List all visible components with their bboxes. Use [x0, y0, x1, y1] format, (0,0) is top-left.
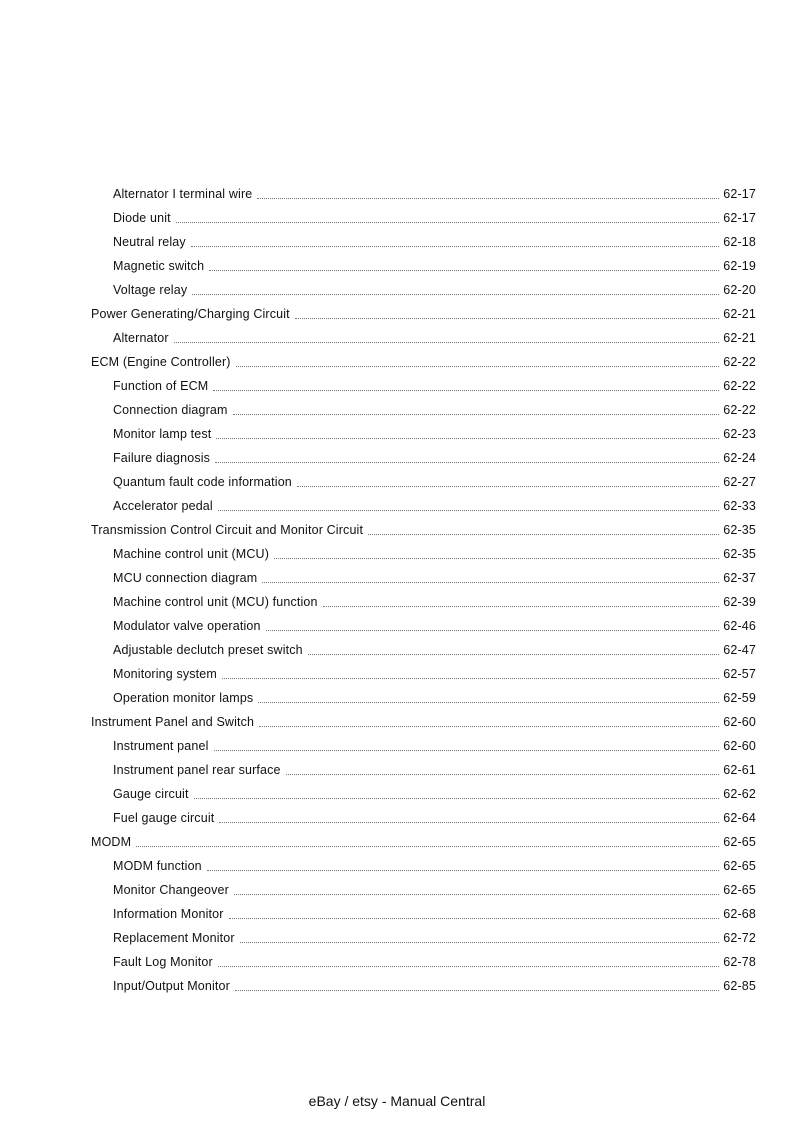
toc-subsection-entry [0, 566, 794, 590]
toc-entry-title: Alternator I terminal wire [113, 187, 253, 201]
toc-dot-leader [209, 269, 719, 271]
toc-entry-title: MODM [91, 835, 132, 849]
toc-entry-page-number: 62-57 [723, 667, 756, 681]
toc-subsection-entry [0, 326, 794, 350]
toc-dot-leader [235, 989, 719, 991]
toc-entry-page-number: 62-17 [723, 187, 756, 201]
toc-entry-title: MCU connection diagram [113, 571, 258, 585]
toc-entry-page-number: 62-68 [723, 907, 756, 921]
toc-entry-page-number: 62-33 [723, 499, 756, 513]
toc-dot-leader [191, 245, 719, 247]
toc-subsection-entry [0, 446, 794, 470]
toc-entry-title: Gauge circuit [113, 787, 189, 801]
toc-dot-leader [368, 533, 719, 535]
toc-subsection-entry [0, 470, 794, 494]
toc-entry-page-number: 62-22 [723, 403, 756, 417]
toc-dot-leader [218, 965, 719, 967]
toc-entry-page-number: 62-59 [723, 691, 756, 705]
toc-subsection-entry [0, 542, 794, 566]
toc-dot-leader [308, 653, 719, 655]
toc-entry-page-number: 62-60 [723, 739, 756, 753]
toc-dot-leader [295, 317, 719, 319]
toc-section-entry [0, 830, 794, 854]
toc-subsection-entry [0, 974, 794, 998]
toc-dot-leader [218, 509, 719, 511]
toc-entry-title: Quantum fault code information [113, 475, 292, 489]
toc-subsection-entry [0, 758, 794, 782]
toc-entry-page-number: 62-60 [723, 715, 756, 729]
toc-subsection-entry [0, 686, 794, 710]
toc-subsection-entry [0, 782, 794, 806]
toc-dot-leader [216, 437, 719, 439]
toc-entry-title: Adjustable declutch preset switch [113, 643, 303, 657]
toc-subsection-entry [0, 494, 794, 518]
toc-dot-leader [258, 701, 719, 703]
toc-subsection-entry [0, 374, 794, 398]
toc-entry-title: Replacement Monitor [113, 931, 235, 945]
toc-dot-leader [176, 221, 719, 223]
toc-subsection-entry [0, 878, 794, 902]
toc-entry-title: Instrument Panel and Switch [91, 715, 255, 729]
toc-entry-page-number: 62-47 [723, 643, 756, 657]
toc-dot-leader [219, 821, 719, 823]
toc-dot-leader [297, 485, 719, 487]
toc-entry-title: Information Monitor [113, 907, 224, 921]
toc-subsection-entry [0, 926, 794, 950]
toc-entry-page-number: 62-35 [723, 547, 756, 561]
toc-subsection-entry [0, 230, 794, 254]
toc-dot-leader [207, 869, 719, 871]
toc-entry-page-number: 62-61 [723, 763, 756, 777]
toc-entry-title: Diode unit [113, 211, 171, 225]
toc-subsection-entry [0, 254, 794, 278]
toc-subsection-entry [0, 638, 794, 662]
toc-dot-leader [192, 293, 719, 295]
toc-dot-leader [286, 773, 720, 775]
toc-dot-leader [214, 749, 720, 751]
toc-dot-leader [233, 413, 720, 415]
toc-entry-title: Failure diagnosis [113, 451, 211, 465]
toc-subsection-entry [0, 590, 794, 614]
toc-section-entry [0, 350, 794, 374]
toc-entry-title: Machine control unit (MCU) [113, 547, 270, 561]
toc-entry-page-number: 62-78 [723, 955, 756, 969]
toc-dot-leader [323, 605, 720, 607]
toc-subsection-entry [0, 662, 794, 686]
toc-entry-title: Accelerator pedal [113, 499, 213, 513]
toc-subsection-entry [0, 182, 794, 206]
toc-entry-page-number: 62-27 [723, 475, 756, 489]
toc-entry-page-number: 62-65 [723, 859, 756, 873]
toc-entry-title: Monitor lamp test [113, 427, 212, 441]
toc-subsection-entry [0, 278, 794, 302]
toc-entry-title: Modulator valve operation [113, 619, 261, 633]
toc-entry-title: Transmission Control Circuit and Monitor Circuit [91, 523, 364, 537]
toc-entry-title: Power Generating/Charging Circuit [91, 307, 290, 321]
toc-dot-leader [213, 389, 719, 391]
toc-entry-page-number: 62-64 [723, 811, 756, 825]
toc-dot-leader [234, 893, 719, 895]
toc-entry-page-number: 62-21 [723, 331, 756, 345]
toc-subsection-entry [0, 806, 794, 830]
toc-entry-title: Input/Output Monitor [113, 979, 230, 993]
toc-entry-page-number: 62-35 [723, 523, 756, 537]
toc-entry-title: Alternator [113, 331, 169, 345]
toc-entry-title: Voltage relay [113, 283, 188, 297]
toc-dot-leader [257, 197, 719, 199]
table-of-contents [0, 182, 794, 998]
toc-entry-page-number: 62-39 [723, 595, 756, 609]
toc-dot-leader [236, 365, 720, 367]
toc-section-entry [0, 710, 794, 734]
toc-entry-page-number: 62-19 [723, 259, 756, 273]
toc-dot-leader [229, 917, 720, 919]
toc-dot-leader [266, 629, 720, 631]
toc-dot-leader [259, 725, 719, 727]
toc-dot-leader [174, 341, 720, 343]
toc-entry-title: MODM function [113, 859, 202, 873]
toc-entry-title: Monitor Changeover [113, 883, 229, 897]
toc-entry-page-number: 62-85 [723, 979, 756, 993]
toc-entry-page-number: 62-22 [723, 379, 756, 393]
toc-entry-title: Operation monitor lamps [113, 691, 254, 705]
toc-entry-title: Instrument panel [113, 739, 209, 753]
toc-dot-leader [240, 941, 720, 943]
toc-subsection-entry [0, 950, 794, 974]
toc-section-entry [0, 518, 794, 542]
toc-entry-page-number: 62-46 [723, 619, 756, 633]
toc-section-entry [0, 302, 794, 326]
toc-entry-title: Magnetic switch [113, 259, 205, 273]
toc-entry-title: Fault Log Monitor [113, 955, 213, 969]
toc-subsection-entry [0, 398, 794, 422]
toc-subsection-entry [0, 614, 794, 638]
toc-dot-leader [222, 677, 719, 679]
page-footer: eBay / etsy - Manual Central [308, 1093, 486, 1109]
toc-entry-page-number: 62-21 [723, 307, 756, 321]
toc-entry-page-number: 62-65 [723, 835, 756, 849]
toc-subsection-entry [0, 422, 794, 446]
toc-entry-title: Machine control unit (MCU) function [113, 595, 318, 609]
toc-dot-leader [136, 845, 719, 847]
toc-entry-title: Monitoring system [113, 667, 217, 681]
toc-entry-page-number: 62-65 [723, 883, 756, 897]
toc-subsection-entry [0, 206, 794, 230]
toc-entry-page-number: 62-62 [723, 787, 756, 801]
toc-entry-title: Connection diagram [113, 403, 228, 417]
toc-subsection-entry [0, 902, 794, 926]
toc-entry-title: ECM (Engine Controller) [91, 355, 231, 369]
toc-subsection-entry [0, 854, 794, 878]
toc-entry-page-number: 62-72 [723, 931, 756, 945]
toc-dot-leader [215, 461, 719, 463]
toc-entry-page-number: 62-18 [723, 235, 756, 249]
toc-entry-title: Function of ECM [113, 379, 209, 393]
toc-entry-page-number: 62-20 [723, 283, 756, 297]
toc-entry-title: Instrument panel rear surface [113, 763, 281, 777]
toc-entry-page-number: 62-24 [723, 451, 756, 465]
toc-entry-page-number: 62-23 [723, 427, 756, 441]
toc-dot-leader [274, 557, 719, 559]
toc-subsection-entry [0, 734, 794, 758]
toc-entry-page-number: 62-22 [723, 355, 756, 369]
toc-entry-page-number: 62-17 [723, 211, 756, 225]
toc-entry-title: Neutral relay [113, 235, 186, 249]
toc-dot-leader [262, 581, 719, 583]
toc-dot-leader [194, 797, 720, 799]
toc-entry-page-number: 62-37 [723, 571, 756, 585]
toc-entry-title: Fuel gauge circuit [113, 811, 215, 825]
